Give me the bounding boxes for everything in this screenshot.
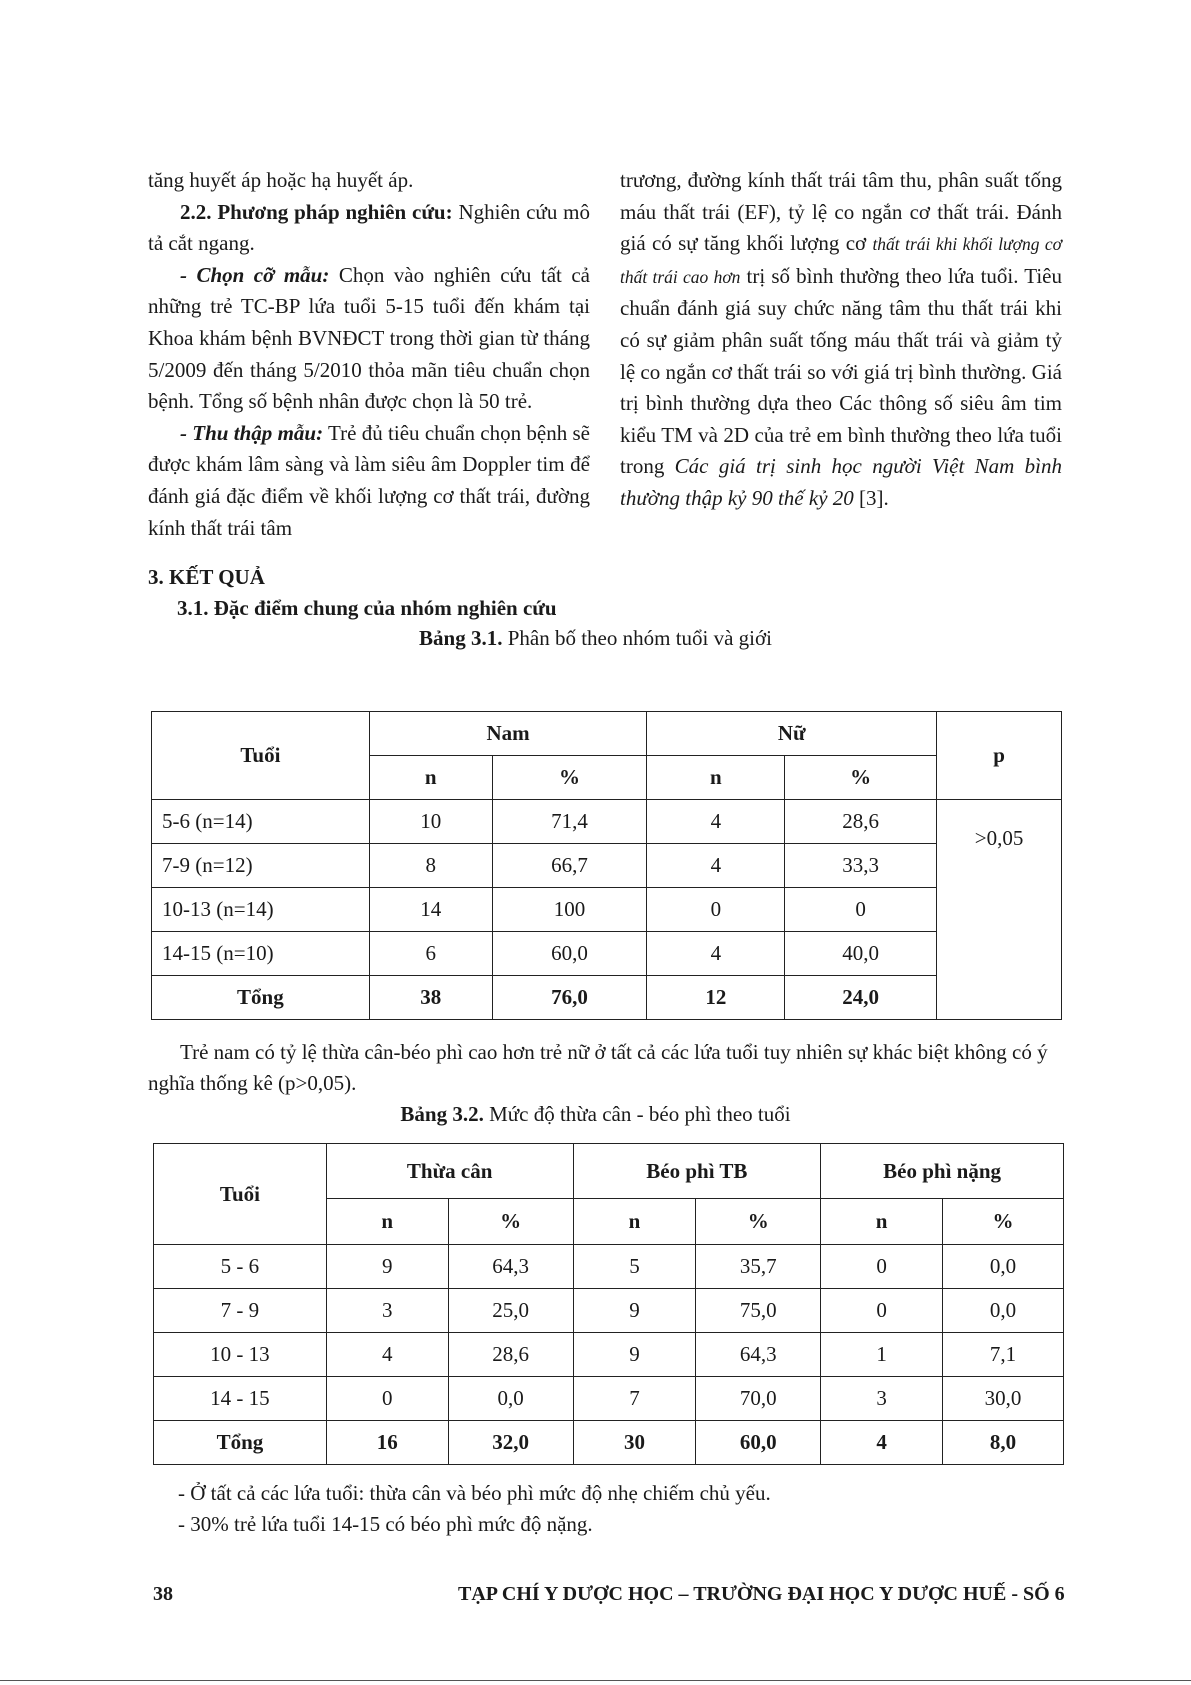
cell-female-pct: 40,0 [785, 932, 937, 976]
table-3-2 [153, 1143, 1064, 1465]
cell-obese-moderate-pct: 60,0 [696, 1421, 821, 1465]
cell-obese-severe-n: 1 [821, 1333, 943, 1377]
cell-obese-moderate-n: 5 [573, 1245, 696, 1289]
right-column [620, 165, 1062, 515]
col-header-female: Nữ [647, 712, 937, 756]
col-header-n: n [647, 756, 785, 800]
cell-obese-moderate-n: 30 [573, 1421, 696, 1465]
col-header-p: p [937, 712, 1062, 800]
cell-female-n: 4 [647, 800, 785, 844]
section-heading: 3. KẾT QUẢ [148, 565, 265, 589]
cell-male-n: 8 [369, 844, 492, 888]
cell-female-n: 4 [647, 844, 785, 888]
col-header-pct: % [696, 1199, 821, 1245]
collection-paragraph [148, 418, 590, 544]
notes [178, 1478, 1058, 1540]
table-header-row [154, 1144, 1064, 1199]
cell-age: 10 - 13 [154, 1333, 327, 1377]
cell-age: 14 - 15 [154, 1377, 327, 1421]
cell-obese-severe-pct: 30,0 [943, 1377, 1064, 1421]
cell-overweight-n: 0 [326, 1377, 448, 1421]
cell-overweight-n: 3 [326, 1289, 448, 1333]
cell-obese-moderate-n: 9 [573, 1333, 696, 1377]
cell-female-pct: 24,0 [785, 976, 937, 1020]
paragraph [620, 165, 1062, 515]
page-number: 38 [153, 1583, 173, 1605]
table-row [152, 800, 1062, 844]
table-row [154, 1289, 1064, 1333]
cell-male-n: 14 [369, 888, 492, 932]
cell-male-n: 6 [369, 932, 492, 976]
methods-paragraph [148, 197, 590, 260]
cell-obese-severe-n: 4 [821, 1421, 943, 1465]
cell-female-n: 4 [647, 932, 785, 976]
cell-obese-moderate-pct: 35,7 [696, 1245, 821, 1289]
table2-caption [0, 1102, 1191, 1127]
cell-overweight-n: 4 [326, 1333, 448, 1377]
cell-obese-severe-n: 0 [821, 1245, 943, 1289]
cell-female-pct: 0 [785, 888, 937, 932]
cell-age: 7 - 9 [154, 1289, 327, 1333]
note-item: - Ở tất cả các lứa tuổi: thừa cân và béo phì mức độ nhẹ chiếm chủ yếu. [178, 1481, 771, 1505]
col-header-pct: % [448, 1199, 573, 1245]
cell-female-n: 0 [647, 888, 785, 932]
cell-age: 5 - 6 [154, 1245, 327, 1289]
col-header-n: n [369, 756, 492, 800]
table-row [154, 1333, 1064, 1377]
table-total-row [152, 976, 1062, 1020]
caption-label: Bảng 3.2. [400, 1102, 484, 1126]
note-item: - 30% trẻ lứa tuổi 14-15 có béo phì mức độ nặng. [178, 1512, 593, 1536]
col-header-n: n [573, 1199, 696, 1245]
col-header-n: n [326, 1199, 448, 1245]
table-row [152, 932, 1062, 976]
text-span: trương, đường kính thất trái tâm thu, phân suất tống máu thất trái (EF), tỷ lệ co ngắn cơ thất trái. Đánh giá có sự tăng khối lượng cơ [620, 168, 1062, 256]
subsection-heading: 3.1. Đặc điểm chung của nhóm nghiên cứu [177, 596, 557, 620]
cell-male-n: 38 [369, 976, 492, 1020]
caption-label: Bảng 3.1. [419, 626, 503, 650]
text-span: trị số bình thường theo lứa tuổi. Tiêu chuẩn đánh giá suy chức năng tâm thu thất trái khi có sự giảm phân suất tống máu thất trái và giảm tỷ lệ co ngắn cơ thất trái so với giá trị bình thường. Giá trị bình thường dựa theo Các thông số siêu âm tim kiểu TM và 2D của trẻ em bình thường theo lứa tuổi trong [620, 263, 1063, 479]
collection-text: Trẻ đủ tiêu chuẩn chọn bệnh sẽ được khám lâm sàng và làm siêu âm Doppler tim để đánh giá đặc điểm về khối lượng cơ thất trái, đường kính thất trái tâm [148, 420, 590, 540]
col-header-obese-moderate: Béo phì TB [573, 1144, 821, 1199]
cell-age: 7-9 (n=12) [152, 844, 370, 888]
text-span: thất trái khi khối lượng cơ thất trái cao hơn [620, 234, 1062, 287]
cell-male-pct: 60,0 [492, 932, 647, 976]
table-3-1 [151, 711, 1062, 1020]
cell-male-pct: 71,4 [492, 800, 647, 844]
cell-age: 14-15 (n=10) [152, 932, 370, 976]
cell-p-value: >0,05 [937, 800, 1062, 1020]
cell-female-pct: 28,6 [785, 800, 937, 844]
cell-obese-severe-pct: 7,1 [943, 1333, 1064, 1377]
table-total-row [154, 1421, 1064, 1465]
col-header-pct: % [943, 1199, 1064, 1245]
cell-overweight-pct: 25,0 [448, 1289, 573, 1333]
col-header-n: n [821, 1199, 943, 1245]
sample-text: Chọn vào nghiên cứu tất cả những trẻ TC-BP lứa tuổi 5-15 tuổi đến khám tại Khoa khám bệnh BVNĐCT trong thời gian từ tháng 5/2009 đến tháng 5/2010 thỏa mãn tiêu chuẩn chọn bệnh. Tổng số bệnh nhân được chọn là 50 trẻ. [148, 262, 590, 414]
cell-overweight-n: 16 [326, 1421, 448, 1465]
sample-paragraph [148, 260, 590, 418]
cell-obese-severe-pct: 0,0 [943, 1289, 1064, 1333]
cell-overweight-pct: 32,0 [448, 1421, 573, 1465]
methods-heading: 2.2. Phương pháp nghiên cứu: [180, 199, 453, 224]
cell-age: 10-13 (n=14) [152, 888, 370, 932]
bottom-rule [0, 1680, 1191, 1681]
results-paragraph [148, 1037, 1062, 1099]
table-row [152, 888, 1062, 932]
reference-title: Các giá trị sinh học người Việt Nam bình thường thập kỷ 90 thế kỷ 20 [620, 454, 1063, 510]
citation: [3]. [853, 485, 889, 510]
table-row [154, 1245, 1064, 1289]
table-row [154, 1377, 1064, 1421]
paragraph: Trẻ nam có tỷ lệ thừa cân-béo phì cao hơn trẻ nữ ở tất cả các lứa tuổi tuy nhiên sự khác biệt không có ý nghĩa thống kê (p>0,05). [148, 1040, 1048, 1095]
cell-obese-severe-pct: 0,0 [943, 1245, 1064, 1289]
cell-female-n: 12 [647, 976, 785, 1020]
table-row [152, 844, 1062, 888]
cell-total-label: Tổng [154, 1421, 327, 1465]
cell-overweight-pct: 0,0 [448, 1377, 573, 1421]
col-header-overweight: Thừa cân [326, 1144, 573, 1199]
col-header-age: Tuổi [152, 712, 370, 800]
collection-heading: - Thu thập mẫu: [180, 420, 324, 445]
cell-female-pct: 33,3 [785, 844, 937, 888]
col-header-pct: % [492, 756, 647, 800]
cell-obese-moderate-n: 7 [573, 1377, 696, 1421]
cell-male-n: 10 [369, 800, 492, 844]
paragraph: tăng huyết áp hoặc hạ huyết áp. [148, 168, 414, 192]
cell-obese-moderate-n: 9 [573, 1289, 696, 1333]
col-header-male: Nam [369, 712, 647, 756]
cell-obese-severe-pct: 8,0 [943, 1421, 1064, 1465]
col-header-obese-severe: Béo phì nặng [821, 1144, 1064, 1199]
cell-total-label: Tổng [152, 976, 370, 1020]
cell-overweight-pct: 64,3 [448, 1245, 573, 1289]
col-header-pct: % [785, 756, 937, 800]
cell-overweight-pct: 28,6 [448, 1333, 573, 1377]
cell-obese-moderate-pct: 70,0 [696, 1377, 821, 1421]
cell-obese-severe-n: 0 [821, 1289, 943, 1333]
cell-obese-moderate-pct: 75,0 [696, 1289, 821, 1333]
caption-text: Mức độ thừa cân - béo phì theo tuổi [483, 1102, 791, 1126]
two-column-text [148, 165, 1062, 585]
cell-overweight-n: 9 [326, 1245, 448, 1289]
journal-footer: TẠP CHÍ Y DƯỢC HỌC – TRƯỜNG ĐẠI HỌC Y DƯỢC HUẾ - SỐ 6 [458, 1583, 1065, 1605]
caption-text: Phân bố theo nhóm tuổi và giới [502, 626, 772, 650]
cell-male-pct: 76,0 [492, 976, 647, 1020]
cell-male-pct: 100 [492, 888, 647, 932]
cell-male-pct: 66,7 [492, 844, 647, 888]
left-column [148, 165, 590, 544]
col-header-age: Tuổi [154, 1144, 327, 1245]
table-header-row [152, 712, 1062, 756]
sample-heading: - Chọn cỡ mẫu: [180, 262, 330, 287]
cell-obese-severe-n: 3 [821, 1377, 943, 1421]
table1-caption [0, 626, 1191, 651]
cell-obese-moderate-pct: 64,3 [696, 1333, 821, 1377]
methods-text: Nghiên cứu mô tả cắt ngang. [148, 199, 590, 256]
cell-age: 5-6 (n=14) [152, 800, 370, 844]
